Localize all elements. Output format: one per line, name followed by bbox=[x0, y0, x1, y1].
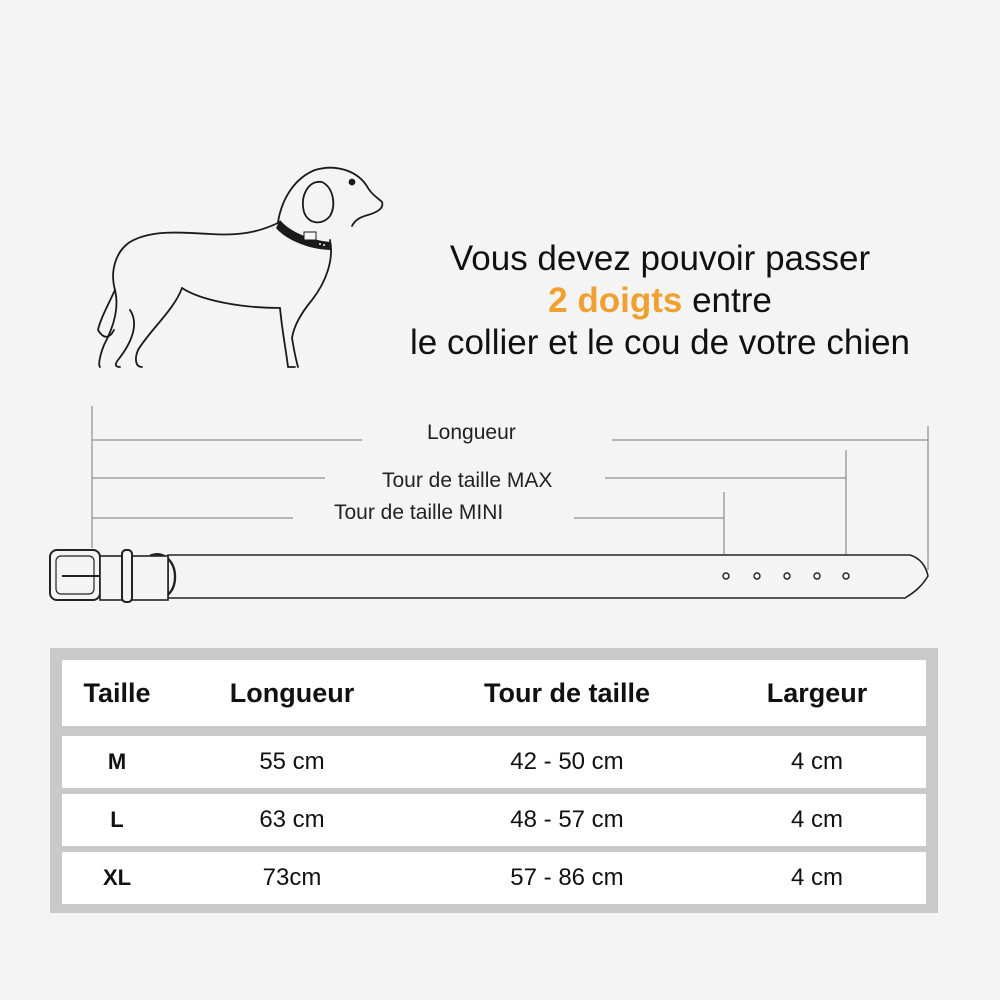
two-fingers-highlight: 2 doigts bbox=[548, 281, 683, 320]
table-header-row bbox=[62, 660, 926, 726]
headline-line-1: Vous devez pouvoir passer bbox=[449, 239, 871, 278]
cell-neck-range: 42 - 50 cm bbox=[510, 748, 624, 775]
cell-width: 4 cm bbox=[790, 748, 843, 775]
cell-size: XL bbox=[102, 865, 132, 890]
label-tour-max: Tour de taille MAX bbox=[382, 469, 553, 492]
header-taille: Taille bbox=[83, 677, 151, 708]
header-tour-de-taille: Tour de taille bbox=[483, 677, 651, 708]
cell-size: M bbox=[107, 749, 127, 774]
header-longueur: Longueur bbox=[229, 677, 355, 708]
cell-length: 73cm bbox=[262, 864, 322, 891]
table-row bbox=[62, 736, 926, 788]
size-table bbox=[50, 648, 938, 913]
cell-neck-range: 48 - 57 cm bbox=[510, 806, 624, 833]
collar-buckle bbox=[50, 550, 175, 602]
dog-illustration bbox=[90, 160, 390, 375]
cell-width: 4 cm bbox=[790, 806, 843, 833]
headline-line-3: le collier et le cou de votre chien bbox=[410, 323, 910, 362]
fit-instruction bbox=[360, 238, 960, 364]
table-row bbox=[62, 852, 926, 904]
cell-width: 4 cm bbox=[790, 864, 843, 891]
table-row bbox=[62, 794, 926, 846]
header-largeur: Largeur bbox=[766, 677, 868, 708]
cell-neck-range: 57 - 86 cm bbox=[510, 864, 624, 891]
cell-size: L bbox=[110, 807, 124, 832]
label-tour-mini: Tour de taille MINI bbox=[334, 501, 504, 524]
cell-length: 55 cm bbox=[259, 748, 325, 775]
label-longueur: Longueur bbox=[427, 421, 516, 444]
cell-length: 63 cm bbox=[259, 806, 325, 833]
headline-line-2 bbox=[360, 280, 960, 322]
headline-line-2-rest: entre bbox=[682, 281, 772, 320]
